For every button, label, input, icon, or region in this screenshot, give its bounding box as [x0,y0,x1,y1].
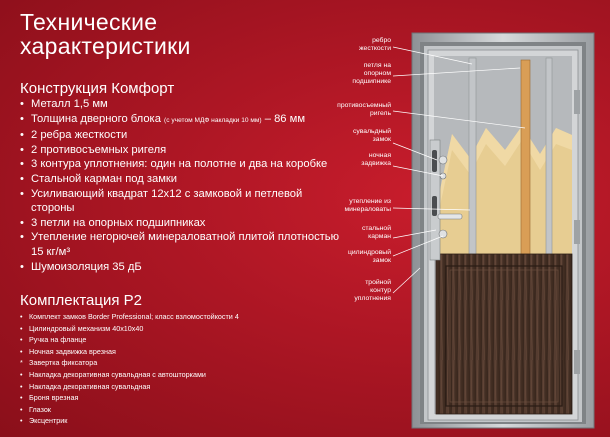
callout-label: стальной карман [361,225,391,241]
callout-label: сувальдный замок [352,128,391,144]
kit-item: • Броня врезная [20,392,350,404]
callout-label: ночная задвижка [361,152,391,168]
construction-item: • Толщина дверного блока (с учетом МДФ накладки 10 мм) – 86 мм [20,112,345,129]
kit-item: • Накладка декоративная сувальдная с автошторками [20,369,350,381]
construction-heading: Конструкция Комфорт [20,80,175,97]
kit-item: • Ночная задвижка врезная [20,346,350,358]
construction-item: • Утепление негорючей минераловатной плитой плотностью 15 кг/м³ [20,230,345,259]
kit-item: * Завертка фиксатора [20,357,350,369]
mdf-panel [436,254,572,414]
callout-label: тройной контур уплотнения [354,279,391,303]
construction-item: • 2 ребра жесткости [20,128,345,143]
construction-item: • Усиливающий квадрат 12х12 с замковой и петлевой стороны [20,187,345,216]
callout-label: ребро жесткости [359,37,391,53]
construction-item: • 3 петли на опорных подшипниках [20,216,345,231]
kit-item: • Накладка декоративная сувальдная [20,381,350,393]
kit-item: • Цилиндровый механизм 40х10х40 [20,323,350,335]
callout-label: противосъемный ригель [337,102,391,118]
kit-item: • Глазок [20,404,350,416]
callout-label: петля на опорном подшипнике [352,62,391,86]
construction-item: • 3 контура уплотнения: один на полотне и два на коробке [20,157,345,172]
construction-item: • Металл 1,5 мм [20,97,345,112]
page-title: Технические характеристики [20,9,191,59]
kit-item: • Ручка на фланце [20,334,350,346]
kit-heading: Комплектация Р2 [20,292,142,309]
kit-item: • Комплект замков Border Professional; класс взломостойкости 4 [20,311,350,323]
construction-item: • 2 противосъемных ригеля [20,143,345,158]
callout-label: цилиндровый замок [347,249,391,265]
kit-item: • Эксцентрик [20,415,350,427]
construction-item: • Стальной карман под замки [20,172,345,187]
construction-item: • Шумоизоляция 35 дБ [20,260,345,275]
callout-label: утепление из минераловаты [344,198,391,214]
